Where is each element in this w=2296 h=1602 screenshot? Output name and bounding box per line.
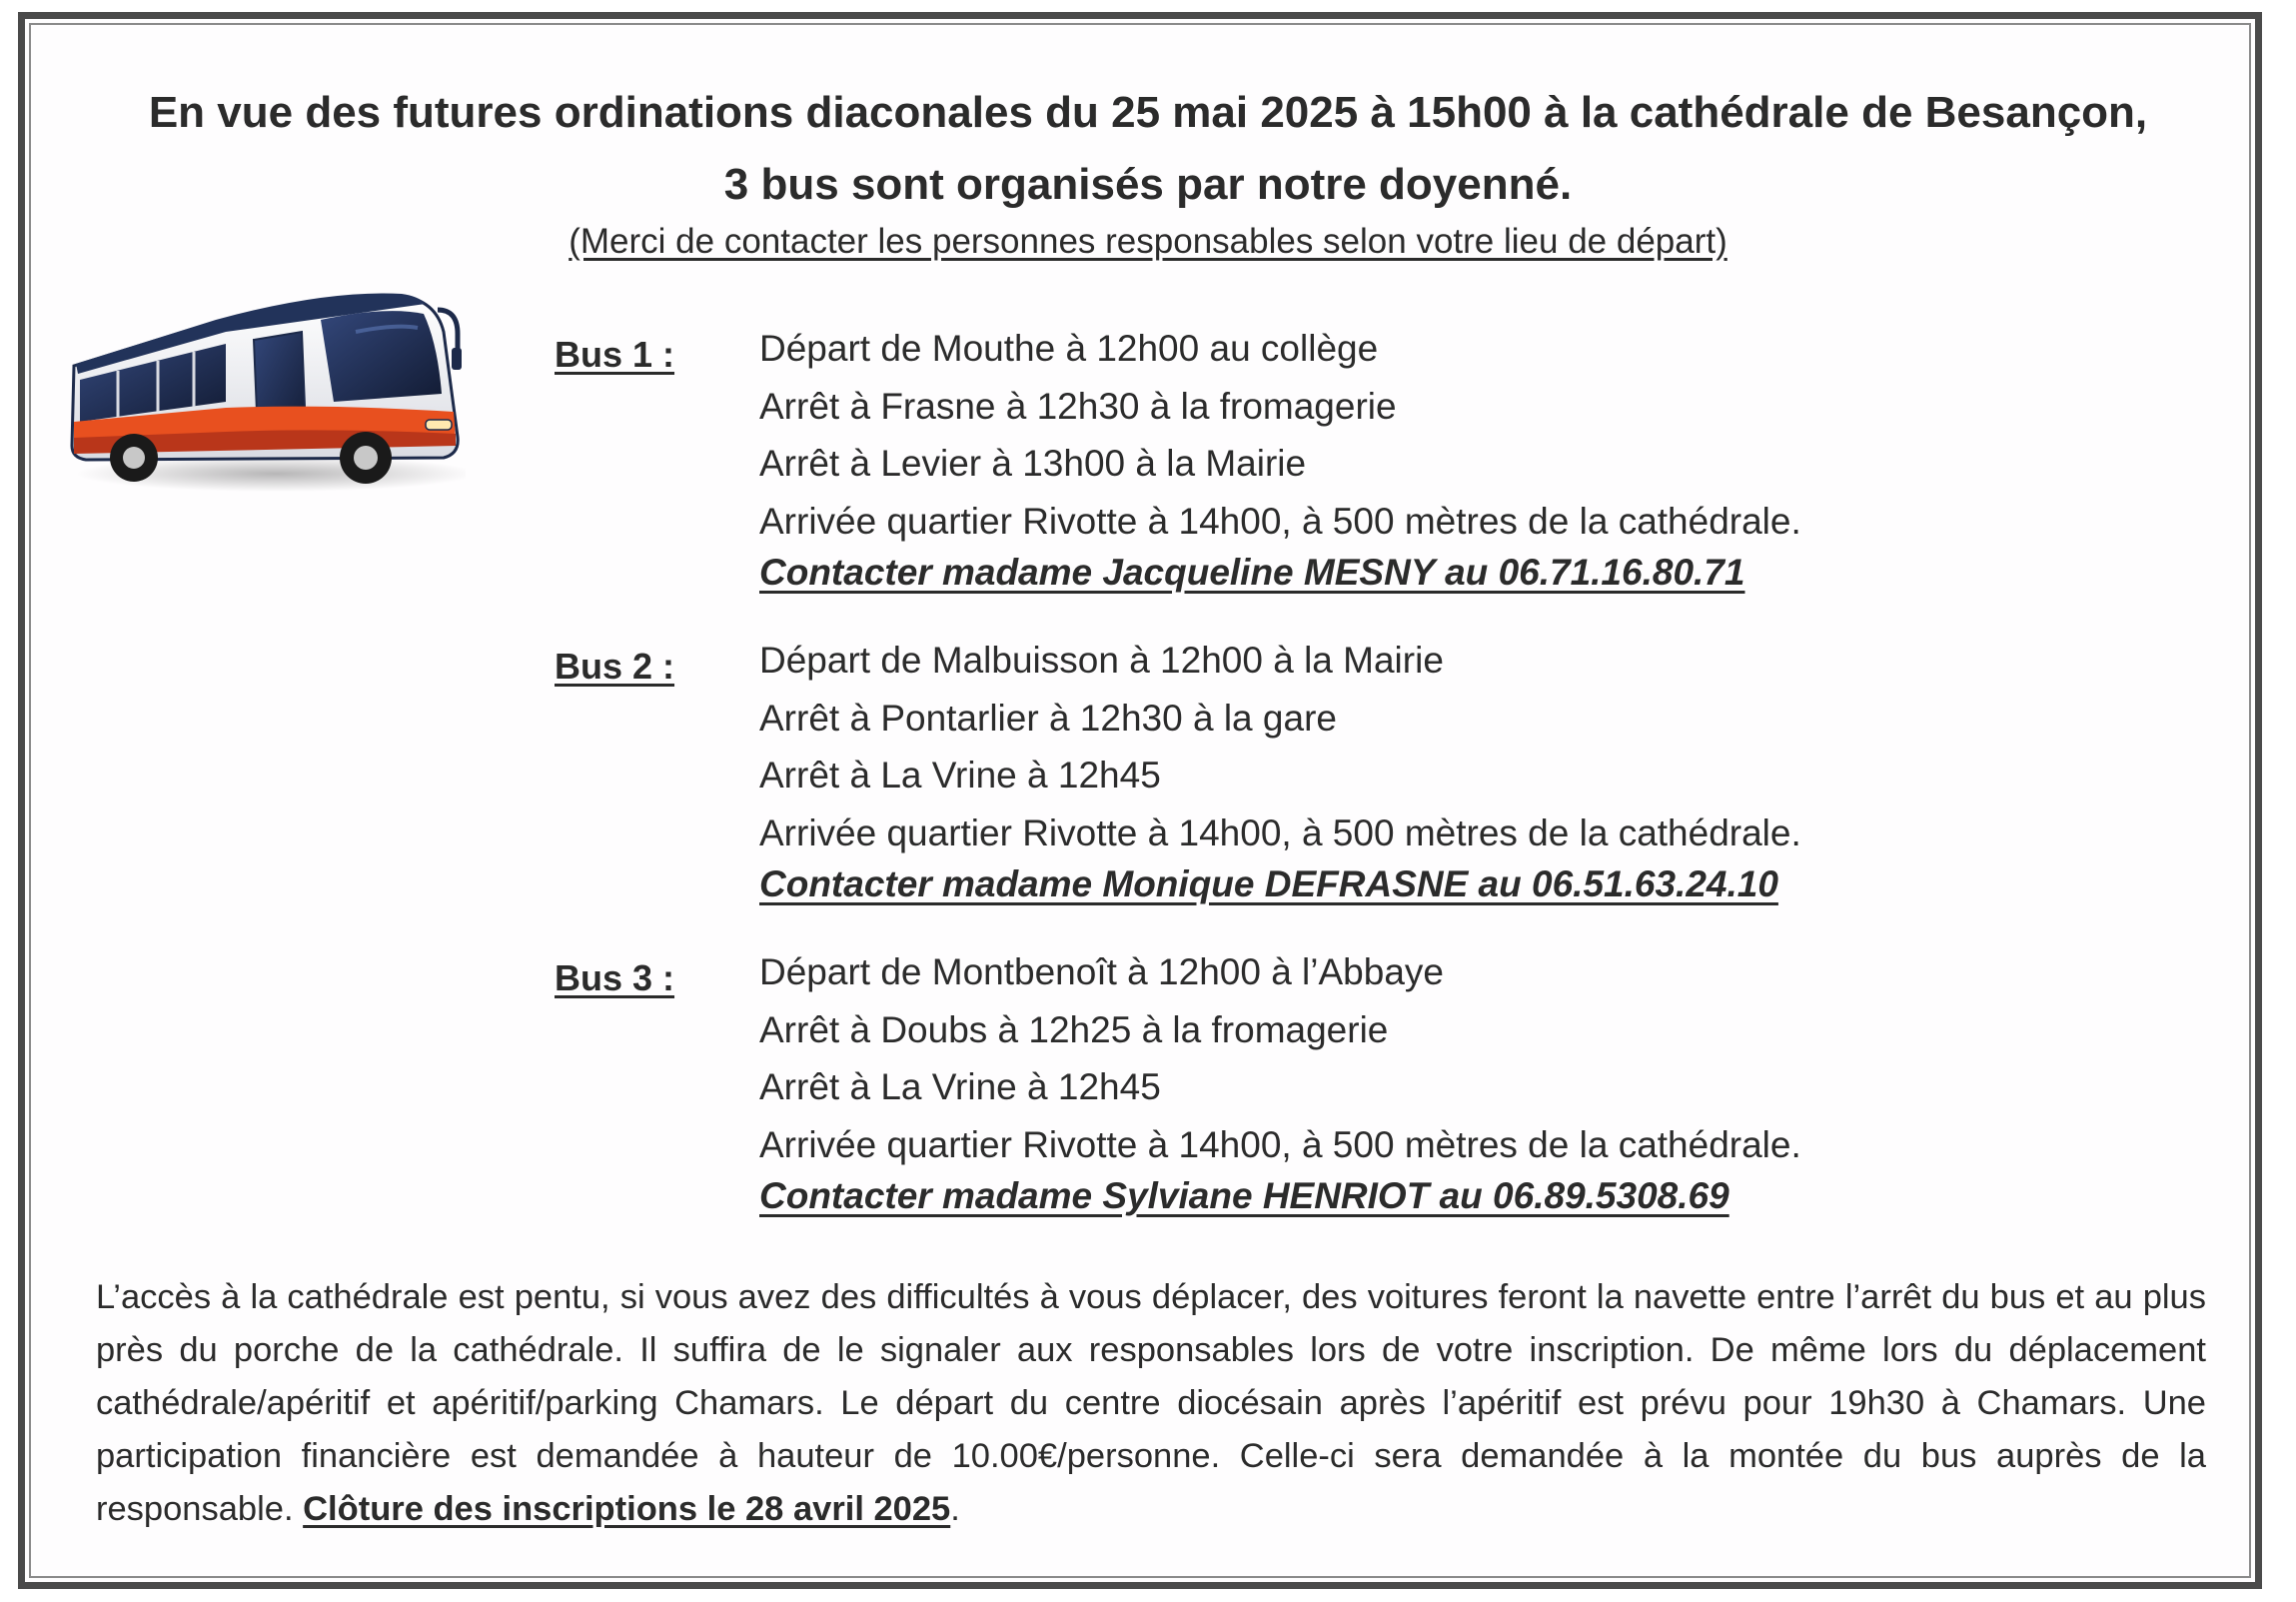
bus-3-stops [759,943,1801,1173]
page-title-line1: En vue des futures ordinations diaconales du 25 mai 2025 à 15h00 à la cathédrale de Besançon, [148,88,2148,137]
page-title-line2: 3 bus sont organisés par notre doyenné. [723,160,1573,209]
bus-1-stop: Arrêt à Levier à 13h00 à la Mairie [759,443,1307,484]
bus-1-label: Bus 1 : [555,334,675,375]
bus-3-stop: Arrêt à Doubs à 12h25 à la fromagerie [759,1008,1389,1050]
bus-1-stop: Arrêt à Frasne à 12h30 à la fromagerie [759,385,1397,427]
page-subtitle-text: (Merci de contacter les personnes responsables selon votre lieu de départ) [569,222,1727,261]
page-subtitle [0,222,2296,262]
bus-1-stops [759,320,1801,550]
bus-3-stop: Départ de Montbenoît à 12h00 à l’Abbaye [759,951,1444,992]
footer-note [96,1271,2206,1536]
bus-3-label: Bus 3 : [555,957,675,998]
bus-2-stops [759,632,1801,861]
bus-2-stop: Départ de Malbuisson à 12h00 à la Mairie [759,640,1444,681]
bus-1-contact: Contacter madame Jacqueline MESNY au 06.71.16.80.71 [759,552,1745,593]
bus-3-stop: Arrivée quartier Rivotte à 14h00, à 500 mètres de la cathédrale. [759,1123,1801,1165]
bus-2-stop: Arrêt à La Vrine à 12h45 [759,755,1161,796]
bus-2-stop: Arrivée quartier Rivotte à 14h00, à 500 mètres de la cathédrale. [759,811,1801,853]
bus-2-stop: Arrêt à Pontarlier à 12h30 à la gare [759,697,1337,739]
bus-1-stop: Départ de Mouthe à 12h00 au collège [759,328,1379,369]
bus-2-contact: Contacter madame Monique DEFRASNE au 06.51.63.24.10 [759,863,1778,904]
bus-3-stop: Arrêt à La Vrine à 12h45 [759,1066,1161,1107]
bus-1-stop: Arrivée quartier Rivotte à 14h00, à 500 mètres de la cathédrale. [759,500,1801,542]
footer-end: . [950,1490,960,1528]
footer-body: L’accès à la cathédrale est pentu, si vous avez des difficultés à vous déplacer, des voitures feront la navette entre l’arrêt du bus et au plus près du porche de la cathédrale. Il suffira de le signaler aux responsables lors de votre inscription. De même lors du déplacement cathédrale/apéritif et apéritif/parking Chamars. Le départ du centre diocésain après l’apéritif est prévu pour 19h30 à Chamars. Une participation financière est demandée à hauteur de 10.00€/personne. Celle-ci sera demandée à la montée du bus auprès de la responsable. [96,1278,2206,1528]
bus-3-contact: Contacter madame Sylviane HENRIOT au 06.89.5308.69 [759,1175,1729,1216]
registration-deadline: Clôture des inscriptions le 28 avril 2025 [303,1490,951,1528]
bus-2-label: Bus 2 : [555,646,675,687]
bus-icon [66,262,466,502]
